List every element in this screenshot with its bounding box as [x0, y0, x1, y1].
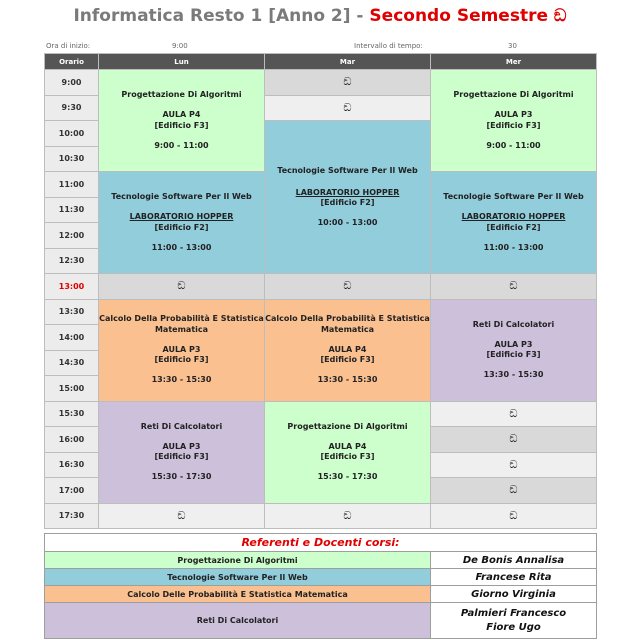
time-slot: 9:30 [45, 95, 99, 121]
time-slot: 11:00 [45, 172, 99, 198]
lesson-title: Progettazione Di Algoritmi [453, 90, 574, 100]
lesson-block[interactable] [99, 299, 265, 401]
lesson-hours: 11:00 - 13:00 [151, 242, 212, 252]
referents-table [44, 533, 597, 639]
referent-teacher: De Bonis Annalisa [431, 552, 597, 569]
col-header-wed: Mer [431, 54, 597, 70]
lesson-room: LABORATORIO HOPPER [129, 212, 234, 222]
lesson-hours: 9:00 - 11:00 [154, 140, 209, 150]
lesson-building: [Edificio F2] [154, 222, 209, 232]
lesson-room: AULA P3 [162, 344, 201, 354]
lesson-room: AULA P4 [328, 441, 367, 451]
lesson-room: AULA P3 [494, 110, 533, 120]
time-slot: 12:30 [45, 248, 99, 274]
empty-slot: ඞ [431, 503, 597, 529]
lesson-room: AULA P3 [162, 441, 201, 451]
referent-teacher-2: Fiore Ugo [486, 622, 541, 633]
time-slot: 10:00 [45, 121, 99, 147]
lesson-block[interactable] [431, 172, 597, 274]
empty-slot: ඞ [265, 70, 431, 96]
time-slot: 16:30 [45, 452, 99, 478]
lesson-block[interactable] [431, 299, 597, 401]
lesson-hours: 13:30 - 15:30 [483, 370, 544, 380]
empty-slot: ඞ [265, 503, 431, 529]
page-title [0, 6, 640, 26]
lesson-building: [Edificio F3] [320, 452, 375, 461]
lesson-block[interactable] [265, 299, 431, 401]
lesson-block[interactable] [99, 401, 265, 503]
referent-teacher-cell [431, 603, 597, 639]
referent-teacher: Giorno Virginia [431, 586, 597, 603]
time-slot: 16:00 [45, 427, 99, 453]
empty-slot: ඞ [265, 95, 431, 121]
lesson-room: LABORATORIO HOPPER [295, 187, 400, 197]
lesson-hours: 15:30 - 17:30 [317, 472, 378, 482]
lesson-title: Progettazione Di Algoritmi [287, 421, 408, 431]
lesson-hours: 11:00 - 13:00 [483, 242, 544, 252]
lesson-hours: 13:30 - 15:30 [317, 375, 378, 385]
lesson-building: [Edificio F3] [486, 120, 541, 130]
time-slot-current: 13:00 [45, 274, 99, 300]
interval-label: Intervallo di tempo: [354, 42, 423, 50]
lesson-title: Reti Di Calcolatori [140, 421, 223, 431]
lesson-room: LABORATORIO HOPPER [461, 212, 566, 222]
lesson-title: Calcolo Della Probabilità E Statistica Matematica [99, 314, 264, 334]
lesson-hours: 9:00 - 11:00 [486, 140, 541, 150]
time-slot: 17:30 [45, 503, 99, 529]
title-semester: Secondo Semestre ඞ [369, 6, 567, 26]
time-slot: 15:00 [45, 376, 99, 402]
referent-course: Calcolo Delle Probabilità E Statistica Matematica [45, 586, 431, 603]
lesson-title: Tecnologie Software Per Il Web [111, 192, 252, 202]
time-slot: 10:30 [45, 146, 99, 172]
time-slot: 17:00 [45, 478, 99, 504]
lesson-title: Tecnologie Software Per Il Web [277, 165, 418, 175]
lesson-hours: 13:30 - 15:30 [151, 375, 212, 385]
time-slot: 9:00 [45, 70, 99, 96]
lesson-title: Reti Di Calcolatori [472, 319, 555, 329]
interval-value: 30 [508, 42, 517, 50]
start-time-label: Ora di inizio: [46, 42, 91, 50]
lesson-room: AULA P4 [328, 344, 367, 354]
col-header-time: Orario [45, 54, 99, 70]
time-slot: 12:00 [45, 223, 99, 249]
referent-teacher: Palmieri Francesco [460, 608, 567, 619]
time-slot: 14:00 [45, 325, 99, 351]
empty-slot: ඞ [99, 274, 265, 300]
time-slot: 13:30 [45, 299, 99, 325]
empty-slot: ඞ [431, 274, 597, 300]
lesson-building: [Edificio F3] [320, 355, 375, 365]
referent-course: Progettazione Di Algoritmi [45, 552, 431, 569]
lesson-room: AULA P3 [494, 339, 533, 349]
col-header-mon: Lun [99, 54, 265, 70]
lesson-block[interactable] [99, 172, 265, 274]
referent-teacher: Francese Rita [431, 569, 597, 586]
col-header-tue: Mar [265, 54, 431, 70]
referents-heading: Referenti e Docenti corsi: [45, 534, 597, 552]
lesson-building: [Edificio F3] [154, 120, 209, 130]
empty-slot: ඞ [265, 274, 431, 300]
lesson-building: [Edificio F3] [486, 350, 541, 359]
empty-slot: ඞ [431, 427, 597, 453]
lesson-building: [Edificio F3] [154, 452, 209, 461]
empty-slot: ඞ [99, 503, 265, 529]
lesson-title: Progettazione Di Algoritmi [121, 90, 242, 100]
lesson-hours: 10:00 - 13:00 [317, 218, 378, 228]
lesson-title: Calcolo Della Probabilità E Statistica Matematica [265, 314, 430, 334]
time-slot: 11:30 [45, 197, 99, 223]
start-time-value: 9:00 [172, 42, 188, 50]
lesson-building: [Edificio F3] [154, 355, 209, 365]
lesson-room: AULA P4 [162, 110, 201, 120]
empty-slot: ඞ [431, 401, 597, 427]
lesson-title: Tecnologie Software Per Il Web [443, 192, 584, 202]
schedule-table [44, 53, 597, 529]
empty-slot: ඞ [431, 452, 597, 478]
referent-course: Reti Di Calcolatori [45, 603, 431, 639]
lesson-block[interactable] [265, 121, 431, 274]
lesson-block[interactable] [431, 70, 597, 172]
lesson-building: [Edificio F2] [320, 198, 375, 207]
time-slot: 14:30 [45, 350, 99, 376]
time-slot: 15:30 [45, 401, 99, 427]
empty-slot: ඞ [431, 478, 597, 504]
lesson-hours: 15:30 - 17:30 [151, 472, 212, 482]
title-main: Informatica Resto 1 [Anno 2] - [73, 6, 370, 26]
lesson-building: [Edificio F2] [486, 222, 541, 232]
lesson-block[interactable] [99, 70, 265, 172]
lesson-block[interactable] [265, 401, 431, 503]
referent-course: Tecnologie Software Per Il Web [45, 569, 431, 586]
header-row [45, 54, 597, 70]
